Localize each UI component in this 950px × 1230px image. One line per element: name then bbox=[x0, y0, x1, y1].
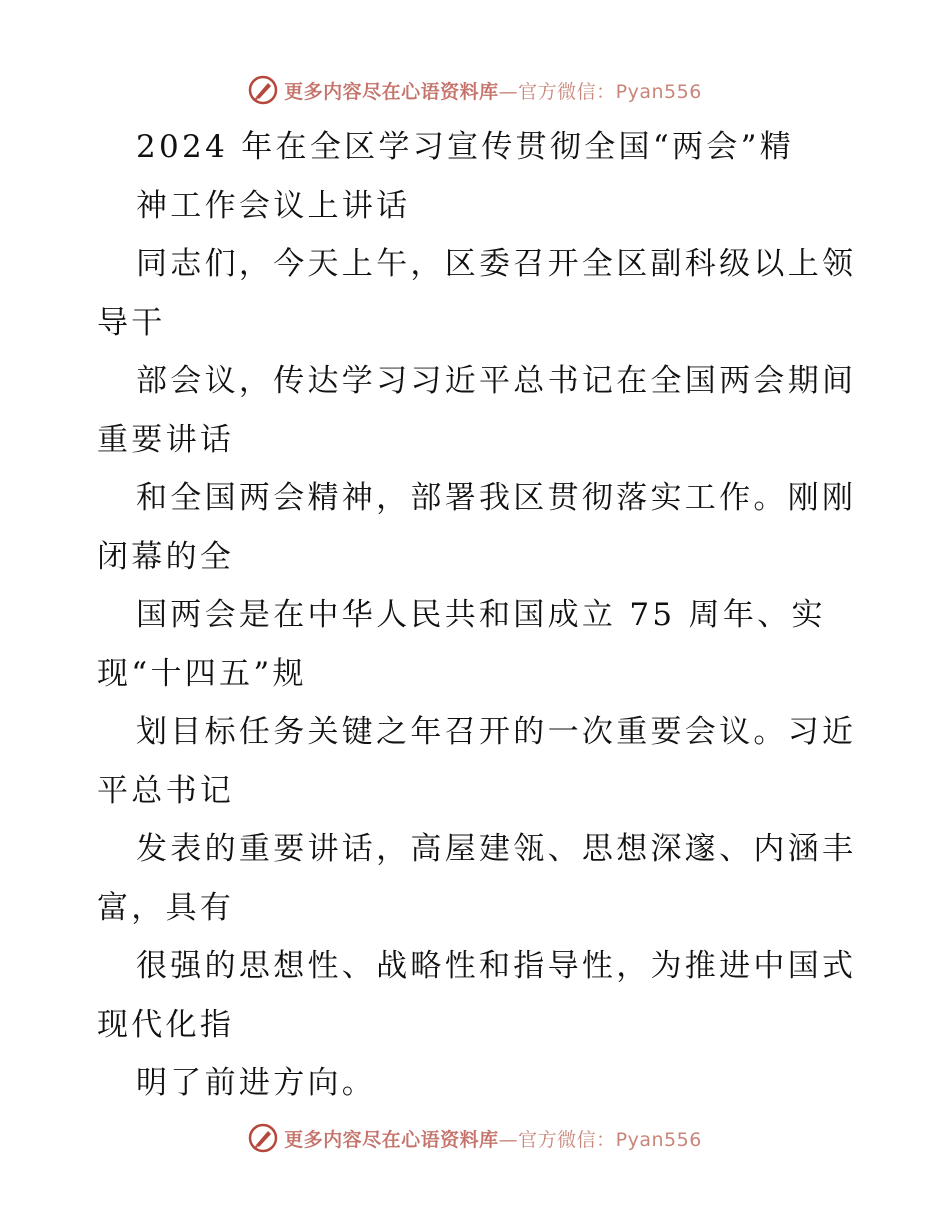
text-line: 神工作会议上讲话 bbox=[136, 187, 411, 224]
banner-contact-text: —官方微信：Pyan556 bbox=[498, 80, 702, 103]
banner-site-text: 更多内容尽在心语资料库 bbox=[284, 1128, 499, 1151]
text-line: 2024 年在全区学习宣传贯彻全国“两会”精 bbox=[136, 129, 795, 165]
text-line: 重要讲话 bbox=[97, 421, 235, 458]
text-line: 闭幕的全 bbox=[97, 538, 235, 575]
quill-pen-seal-icon bbox=[248, 1123, 278, 1153]
text-line: 划目标任务关键之年召开的一次重要会议。习近 bbox=[136, 714, 857, 750]
text-line: 导干 bbox=[97, 304, 166, 341]
text-line: 现“十四五”规 bbox=[97, 655, 307, 692]
text-line: 现代化指 bbox=[97, 1006, 235, 1043]
text-line: 很强的思想性、战略性和指导性，为推进中国式 bbox=[136, 948, 857, 984]
document-body bbox=[97, 118, 857, 1113]
banner-site-text: 更多内容尽在心语资料库 bbox=[284, 80, 499, 103]
text-line: 富，具有 bbox=[97, 889, 235, 926]
banner-contact-text: —官方微信：Pyan556 bbox=[498, 1128, 702, 1151]
text-line: 和全国两会精神，部署我区贯彻落实工作。刚刚 bbox=[136, 480, 857, 516]
quill-pen-seal-icon bbox=[248, 75, 278, 105]
text-line: 同志们，今天上午，区委召开全区副科级以上领 bbox=[136, 246, 857, 282]
text-line: 平总书记 bbox=[97, 772, 235, 809]
text-line: 明了前进方向。 bbox=[136, 1065, 377, 1101]
text-line: 发表的重要讲话，高屋建瓴、思想深邃、内涵丰 bbox=[136, 831, 857, 867]
header-watermark-banner bbox=[0, 70, 950, 110]
text-line: 国两会是在中华人民共和国成立 75 周年、实 bbox=[136, 597, 826, 633]
footer-watermark-banner bbox=[0, 1118, 950, 1158]
text-line: 部会议，传达学习习近平总书记在全国两会期间 bbox=[136, 363, 857, 399]
